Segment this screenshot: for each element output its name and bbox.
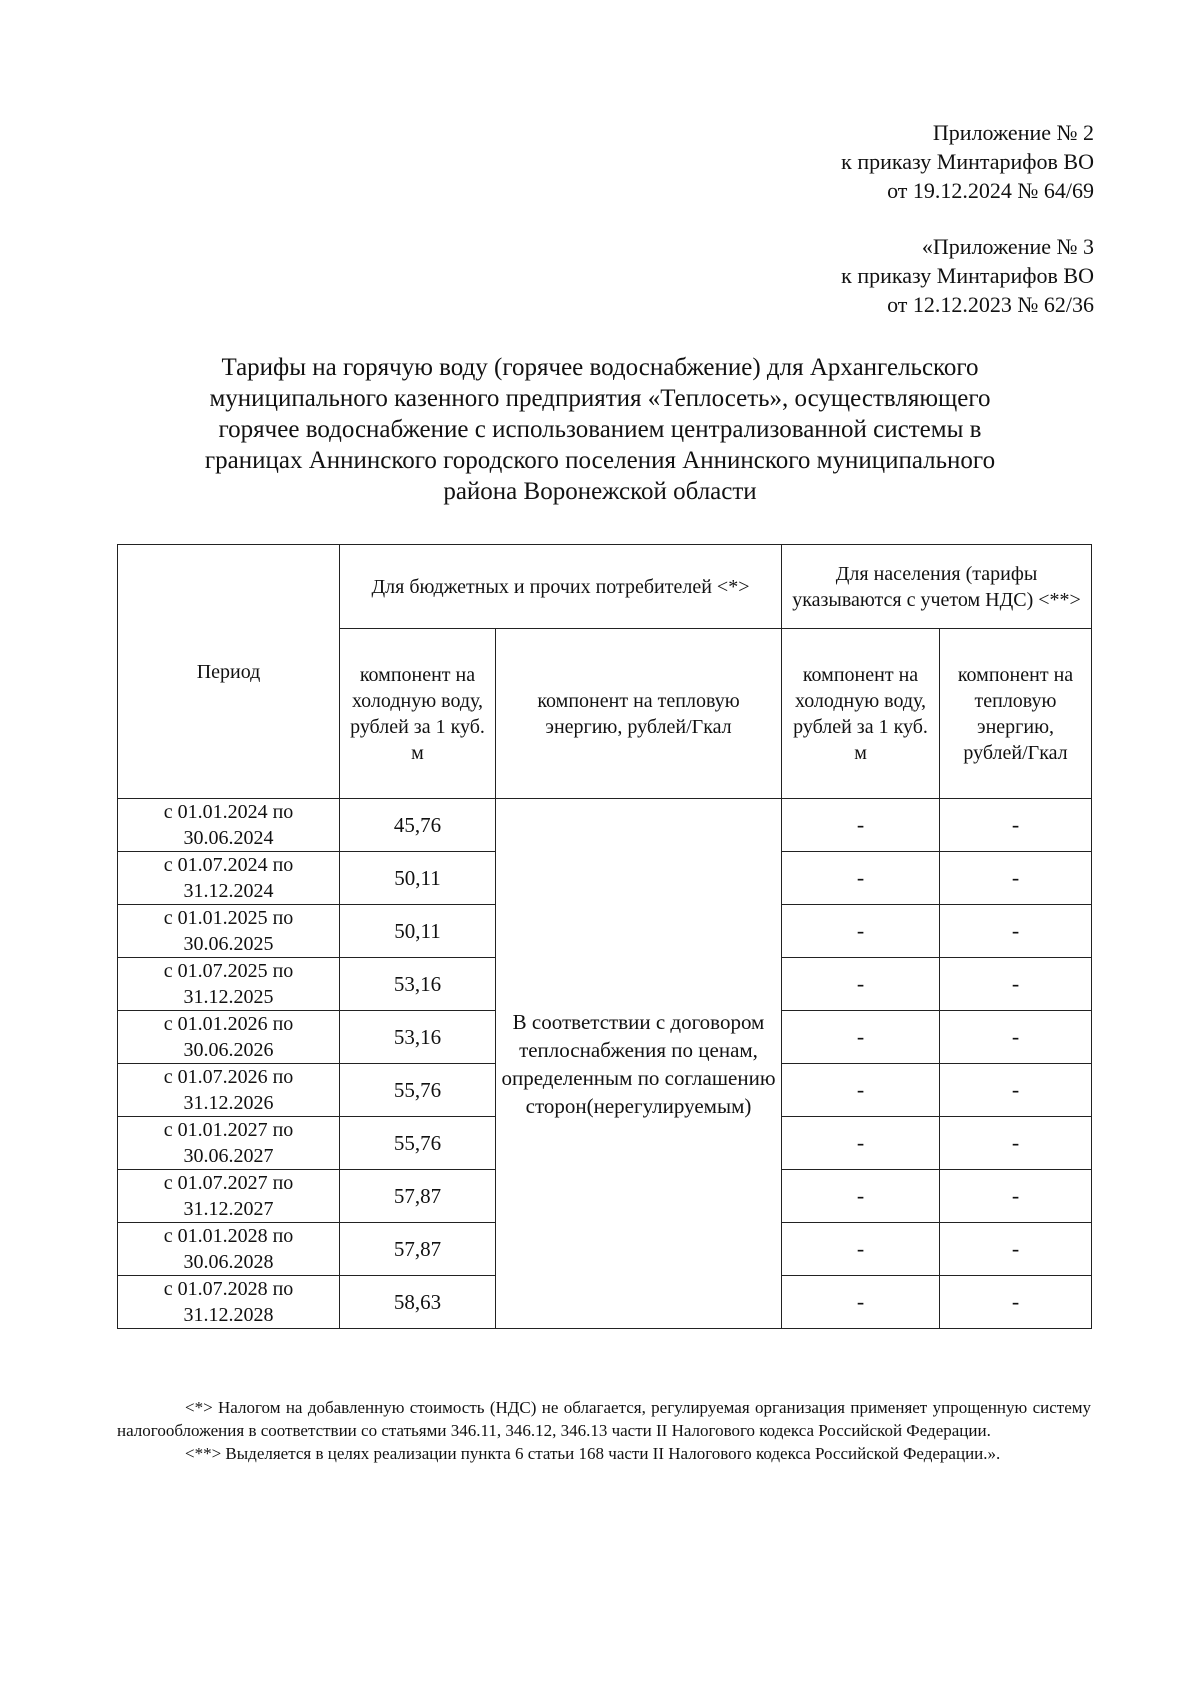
cold-water-cell: 45,76	[340, 799, 496, 852]
annex-current-line1: Приложение № 2	[932, 120, 1094, 145]
cold-water-cell: 57,87	[340, 1223, 496, 1276]
tariff-table	[117, 544, 1092, 1329]
cold-water-cell: 55,76	[340, 1064, 496, 1117]
cold-water-cell: 55,76	[340, 1117, 496, 1170]
population-cold-cell: -	[782, 1064, 940, 1117]
cold-water-cell: 53,16	[340, 1011, 496, 1064]
footnotes	[117, 1396, 1091, 1465]
cold-water-cell: 58,63	[340, 1276, 496, 1329]
cold-water-cell: 50,11	[340, 852, 496, 905]
population-heat-cell: -	[940, 1170, 1092, 1223]
population-cold-cell: -	[782, 1223, 940, 1276]
title-line: муниципального казенного предприятия «Теплосеть», осуществляющего	[209, 385, 991, 412]
title-line: горячее водоснабжение с использованием централизованной системы в	[218, 416, 982, 443]
cold-water-cell: 50,11	[340, 905, 496, 958]
footnote-vat-exempt: <*> Налогом на добавленную стоимость (НДС) не облагается, регулируемая организация применяет упрощенную систему налогообложения в соответствии со статьями 346.11, 346.12, 346.13 части II Налогового кодекса Российской Федерации.	[117, 1398, 1091, 1440]
budget-group-header: Для бюджетных и прочих потребителей <*>	[340, 545, 782, 629]
annex-current-line2: к приказу Минтарифов ВО	[841, 149, 1094, 174]
period-cell: с 01.07.2026 по 31.12.2026	[118, 1064, 340, 1117]
document-title	[130, 352, 1070, 507]
period-cell: с 01.01.2028 по 30.06.2028	[118, 1223, 340, 1276]
annex-previous-line2: к приказу Минтарифов ВО	[841, 263, 1094, 288]
population-cold-header: компонент на холодную воду, рублей за 1 куб. м	[782, 629, 940, 799]
population-cold-cell: -	[782, 799, 940, 852]
title-line: района Воронежской области	[443, 478, 757, 505]
annex-current-line3: от 19.12.2024 № 64/69	[887, 178, 1094, 203]
population-heat-cell: -	[940, 799, 1092, 852]
population-heat-cell: -	[940, 852, 1092, 905]
population-heat-cell: -	[940, 1223, 1092, 1276]
period-cell: с 01.07.2024 по 31.12.2024	[118, 852, 340, 905]
table-row	[118, 799, 1092, 852]
annex-previous-header	[841, 232, 1094, 319]
period-cell: с 01.07.2025 по 31.12.2025	[118, 958, 340, 1011]
population-cold-cell: -	[782, 905, 940, 958]
period-header: Период	[118, 545, 340, 799]
table-header-row	[118, 545, 1092, 629]
footnote-vat-population: <**> Выделяется в целях реализации пункта 6 статьи 168 части II Налогового кодекса Российской Федерации.».	[185, 1444, 1001, 1463]
title-line: границах Аннинского городского поселения Аннинского муниципального	[204, 447, 996, 474]
annex-previous-line3: от 12.12.2023 № 62/36	[887, 292, 1094, 317]
period-cell: с 01.01.2024 по 30.06.2024	[118, 799, 340, 852]
period-cell: с 01.01.2027 по 30.06.2027	[118, 1117, 340, 1170]
period-cell: с 01.07.2028 по 31.12.2028	[118, 1276, 340, 1329]
budget-heat-header: компонент на тепловую энергию, рублей/Гкал	[496, 629, 782, 799]
population-heat-cell: -	[940, 905, 1092, 958]
cold-water-cell: 53,16	[340, 958, 496, 1011]
annex-current-header	[841, 118, 1094, 205]
period-cell: с 01.01.2026 по 30.06.2026	[118, 1011, 340, 1064]
population-cold-cell: -	[782, 1011, 940, 1064]
population-heat-cell: -	[940, 1276, 1092, 1329]
period-cell: с 01.07.2027 по 31.12.2027	[118, 1170, 340, 1223]
population-heat-cell: -	[940, 1011, 1092, 1064]
population-cold-cell: -	[782, 1117, 940, 1170]
population-group-header: Для населения (тарифы указываются с учетом НДС) <**>	[782, 545, 1092, 629]
period-cell: с 01.01.2025 по 30.06.2025	[118, 905, 340, 958]
population-cold-cell: -	[782, 1276, 940, 1329]
heat-energy-merged-cell: В соответствии с договором теплоснабжения по ценам, определенным по соглашению сторон(нерегулируемым)	[496, 799, 782, 1329]
title-line: Тарифы на горячую воду (горячее водоснабжение) для Архангельского	[221, 354, 979, 381]
population-cold-cell: -	[782, 1170, 940, 1223]
budget-cold-header: компонент на холодную воду, рублей за 1 куб. м	[340, 629, 496, 799]
annex-previous-line1: «Приложение № 3	[921, 234, 1094, 259]
population-heat-cell: -	[940, 958, 1092, 1011]
population-cold-cell: -	[782, 958, 940, 1011]
population-heat-cell: -	[940, 1064, 1092, 1117]
population-heat-header: компонент на тепловую энергию, рублей/Гкал	[940, 629, 1092, 799]
cold-water-cell: 57,87	[340, 1170, 496, 1223]
population-heat-cell: -	[940, 1117, 1092, 1170]
population-cold-cell: -	[782, 852, 940, 905]
